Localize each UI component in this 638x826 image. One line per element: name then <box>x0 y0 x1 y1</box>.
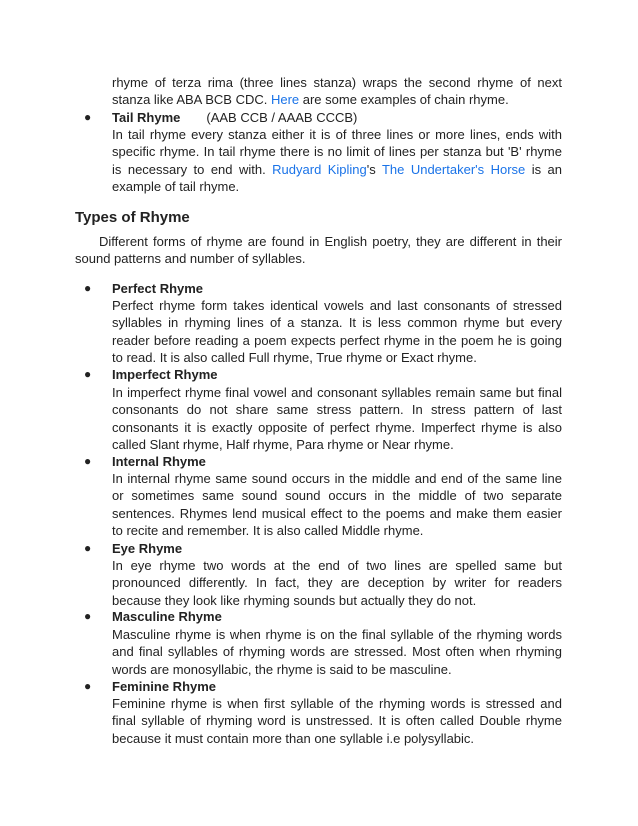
chain-rhyme-text-end: are some examples of chain rhyme. <box>299 92 509 108</box>
bullet-icon: ● <box>84 281 92 295</box>
rhyme-type-title: Feminine Rhyme <box>112 679 217 694</box>
bullet-icon: ● <box>84 110 92 124</box>
rhyme-type-title: Masculine Rhyme <box>112 609 222 624</box>
rhyme-type-title: Internal Rhyme <box>112 454 206 469</box>
rhyme-type-description: In internal rhyme same sound occurs in the middle and end of the same line or sometimes same sound sound occurs in the middle of two separate sentences. Rhymes lend musical effect to the poems and make them easier to recite and remember. It is also called Middle rhyme. <box>112 471 562 539</box>
bullet-icon: ● <box>84 454 92 468</box>
bullet-icon: ● <box>84 367 92 381</box>
intro-paragraph: Different forms of rhyme are found in English poetry, they are different in their sound patterns and number of syllables. <box>75 234 562 267</box>
bullet-icon: ● <box>84 609 92 623</box>
undertakers-horse-link[interactable]: The Undertaker's Horse <box>381 161 526 177</box>
tail-rhyme-title: Tail Rhyme <box>112 110 181 125</box>
tail-rhyme-pattern: (AAB CCB / AAAB CCCB) <box>206 110 358 125</box>
rudyard-kipling-link[interactable]: Rudyard Kipling <box>272 161 367 177</box>
section-heading: Types of Rhyme <box>75 209 190 226</box>
bullet-icon: ● <box>84 679 92 693</box>
rhyme-type-title: Eye Rhyme <box>112 541 183 556</box>
chain-rhyme-text: rhyme of terza rima (three lines stanza) wraps the second rhyme of next stanza like ABA BCB CDC. <box>112 75 562 108</box>
rhyme-type-description: Perfect rhyme form takes identical vowels and last consonants of stressed syllables in rhyming lines of a stanza. It is less common rhyme but every reader before reading a poem expects perfect rhyme in the poem he is going to read. It is also called Full rhyme, True rhyme or Exact rhyme. <box>112 298 562 366</box>
rhyme-type-title: Perfect Rhyme <box>112 281 204 296</box>
rhyme-type-title: Imperfect Rhyme <box>112 367 218 382</box>
tail-rhyme-desc-text: In tail rhyme every stanza either it is of three lines or more lines, ends with specific rhyme. In tail rhyme there is no limit of lines per stanza but 'B' rhyme is necessary to end with. <box>112 127 562 177</box>
rhyme-type-description: In imperfect rhyme final vowel and consonant syllables remain same but final consonants do not share same stress pattern. In stress pattern of last consonants it is exactly opposite of perfect rhyme. Imperfect rhyme is also called Slant rhyme, Half rhyme, Para rhyme or Near rhyme. <box>112 385 562 453</box>
bullet-icon: ● <box>84 541 92 555</box>
tail-rhyme-desc-end: is an example of tail rhyme. <box>112 161 563 195</box>
tail-rhyme-term <box>112 109 357 126</box>
possessive-text: 's <box>366 161 382 177</box>
rhyme-type-description: Feminine rhyme is when first syllable of the rhyming words is stressed and final syllable of rhyming word is unstressed. It is often called Double rhyme because it must contain more than one syllable i.e polysyllabic. <box>112 696 562 746</box>
tail-rhyme-description <box>112 126 562 196</box>
rhyme-type-description: In eye rhyme two words at the end of two lines are spelled same but pronounced differently. In fact, they are deception by writer for readers because they look like rhyming sounds but actually they do not. <box>112 558 562 608</box>
here-link[interactable]: Here <box>270 92 300 108</box>
chain-rhyme-paragraph <box>112 74 562 109</box>
rhyme-type-description: Masculine rhyme is when rhyme is on the final syllable of the rhyming words and final syllables of rhyming words are stressed. Most often when rhyming words are monosyllabic, the rhyme is said to be masculine. <box>112 627 562 677</box>
